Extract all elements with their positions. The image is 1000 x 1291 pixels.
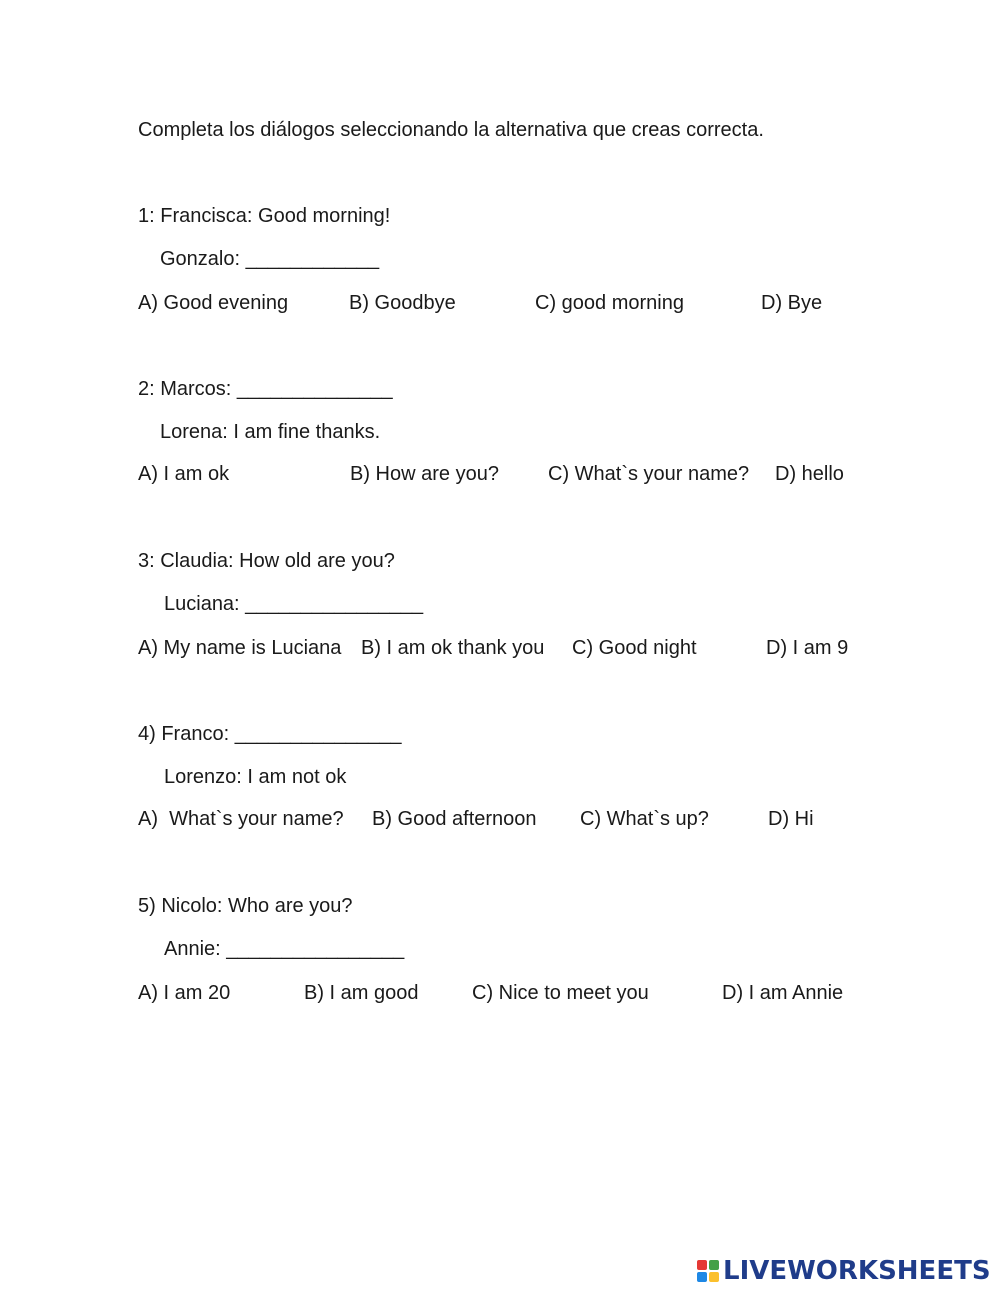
question-2-line-1: 2: Marcos: ______________ (138, 378, 393, 400)
question-1-line-2: Gonzalo: ____________ (160, 248, 380, 270)
question-4-option-d[interactable]: D) Hi (768, 808, 814, 830)
logo-text: LIVEWORKSHEETS (723, 1256, 991, 1286)
question-5-line-2: Annie: ________________ (164, 938, 405, 960)
question-2-line-2: Lorena: I am fine thanks. (160, 421, 381, 443)
question-5-line-1: 5) Nicolo: Who are you? (138, 895, 353, 917)
question-4-option-a[interactable]: A) What`s your name? (138, 808, 344, 830)
question-3-option-a[interactable]: A) My name is Luciana (138, 637, 342, 659)
question-1-line-1: 1: Francisca: Good morning! (138, 205, 391, 227)
question-1-option-a[interactable]: A) Good evening (138, 292, 289, 314)
question-3-option-d[interactable]: D) I am 9 (766, 637, 849, 659)
question-1-option-d[interactable]: D) Bye (761, 292, 823, 314)
question-5-option-a[interactable]: A) I am 20 (138, 982, 231, 1004)
logo-mark-icon (697, 1260, 719, 1282)
logo-mark-square-3 (697, 1272, 707, 1282)
question-4-option-b[interactable]: B) Good afternoon (372, 808, 537, 830)
question-1-option-c[interactable]: C) good morning (535, 292, 684, 314)
question-2-option-a[interactable]: A) I am ok (138, 463, 230, 485)
logo-mark-square-2 (709, 1260, 719, 1270)
question-1-option-b[interactable]: B) Goodbye (349, 292, 456, 314)
instructions-text: Completa los diálogos seleccionando la alternativa que creas correcta. (138, 119, 764, 141)
question-5-option-c[interactable]: C) Nice to meet you (472, 982, 649, 1004)
question-4-line-1: 4) Franco: _______________ (138, 723, 402, 745)
question-5-option-d[interactable]: D) I am Annie (722, 982, 844, 1004)
question-4-line-2: Lorenzo: I am not ok (164, 766, 347, 788)
question-5-option-b[interactable]: B) I am good (304, 982, 419, 1004)
question-2-option-d[interactable]: D) hello (775, 463, 844, 485)
question-3-line-2: Luciana: ________________ (164, 593, 424, 615)
question-2-option-c[interactable]: C) What`s your name? (548, 463, 750, 485)
logo-mark-square-4 (709, 1272, 719, 1282)
liveworksheets-logo (697, 1256, 991, 1286)
question-3-option-c[interactable]: C) Good night (572, 637, 697, 659)
question-2-option-b[interactable]: B) How are you? (350, 463, 499, 485)
question-3-line-1: 3: Claudia: How old are you? (138, 550, 395, 572)
question-3-option-b[interactable]: B) I am ok thank you (361, 637, 545, 659)
logo-mark-square-1 (697, 1260, 707, 1270)
question-4-option-c[interactable]: C) What`s up? (580, 808, 709, 830)
